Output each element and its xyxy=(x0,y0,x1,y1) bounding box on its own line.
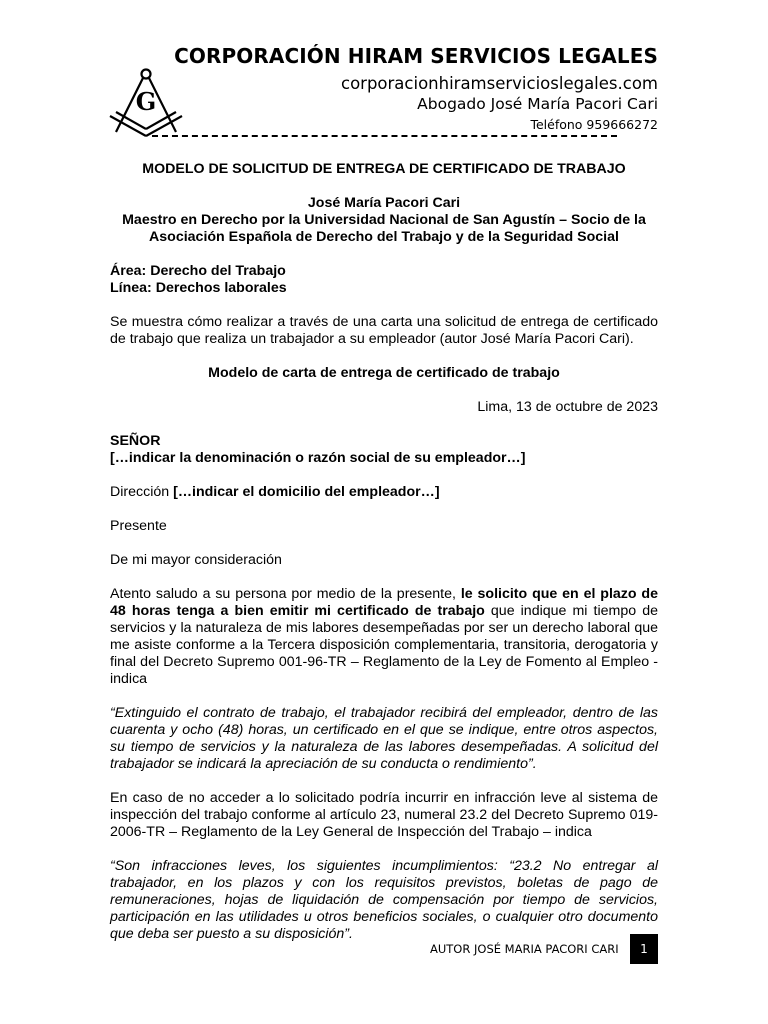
presente: Presente xyxy=(110,518,167,534)
header-divider xyxy=(152,135,617,139)
greeting: De mi mayor consideración xyxy=(110,552,282,568)
page-number: 1 xyxy=(630,934,658,964)
address-line xyxy=(110,484,658,501)
request-paragraph xyxy=(110,586,658,688)
square-and-compass-icon xyxy=(106,66,186,138)
letter-subtitle: Modelo de carta de entrega de certificado de trabajo xyxy=(208,365,560,381)
address-label: Dirección xyxy=(110,484,170,500)
request-bold: le solicito que en el plazo de 48 horas tenga a bien emitir mi certificado de trabajo xyxy=(110,586,658,619)
lawyer-name: Abogado José María Pacori Cari xyxy=(417,95,658,113)
phone-number: Teléfono 959666272 xyxy=(530,117,658,132)
page-footer xyxy=(430,934,658,964)
quote-decree-001: “Extinguido el contrato de trabajo, el trabajador recibirá del empleador, dentro de las cuarenta y ocho (48) horas, un certificado en el que se indique, entre otros aspectos, su tiempo de servicios y la naturaleza de las labores desempeñadas. A solicitud del trabajador se indicará la apreciación de su conducta o rendimiento”. xyxy=(110,705,658,772)
firm-website: corporacionhiramservicioslegales.com xyxy=(341,74,658,93)
recipient-title: SEÑOR xyxy=(110,433,161,449)
request-start: Atento saludo a su persona por medio de la presente, xyxy=(110,586,461,602)
address-placeholder: […indicar el domicilio del empleador…] xyxy=(173,484,440,500)
letterhead xyxy=(100,40,660,150)
quote-decree-019: “Son infracciones leves, los siguientes incumplimientos: “23.2 No entregar al trabajador, en los plazos y con los requisitos previstos, boletas de pago de remuneraciones, hojas de liquidación de compensación por tiempo de servicios, participación en las utilidades u otros beneficios sociales, o cualquier otro documento que deba ser puesto a su disposición”. xyxy=(110,858,658,942)
author-credentials: Maestro en Derecho por la Universidad Nacional de San Agustín – Socio de la Asociación Española de Derecho del Trabajo y de la Seguridad Social xyxy=(122,212,646,245)
infraction-paragraph: En caso de no acceder a lo solicitado podría incurrir en infracción leve al sistema de inspección del trabajo conforme al artículo 23, numeral 23.2 del Decreto Supremo 019-2006-TR – Reglamento de la Ley General de Inspección del Trabajo – indica xyxy=(110,790,658,840)
intro-paragraph: Se muestra cómo realizar a través de una carta una solicitud de entrega de certificado de trabajo que realiza un trabajador a su empleador (autor José María Pacori Cari). xyxy=(110,314,658,347)
firm-name: CORPORACIÓN HIRAM SERVICIOS LEGALES xyxy=(174,44,658,68)
area-label: Área: Derecho del Trabajo xyxy=(110,263,286,279)
author-name: José María Pacori Cari xyxy=(307,195,461,211)
request-end: que indique mi tiempo de servicios y la naturaleza de mis labores desempeñadas por ser un derecho laboral que me asiste conforme a la Tercera disposición complementaria, transitoria, derogatoria y final del Decreto Supremo 001-96-TR – Reglamento de la Ley de Fomento al Empleo - indica xyxy=(110,603,658,687)
recipient-placeholder: […indicar la denominación o razón social de su empleador…] xyxy=(110,450,526,466)
document-title: MODELO DE SOLICITUD DE ENTREGA DE CERTIFICADO DE TRABAJO xyxy=(142,161,626,177)
letter-date: Lima, 13 de octubre de 2023 xyxy=(477,399,658,415)
line-label: Línea: Derechos laborales xyxy=(110,280,287,296)
footer-author: AUTOR JOSÉ MARIA PACORI CARI xyxy=(430,942,619,956)
document-body xyxy=(110,161,658,943)
logo-letter: G xyxy=(135,87,157,116)
